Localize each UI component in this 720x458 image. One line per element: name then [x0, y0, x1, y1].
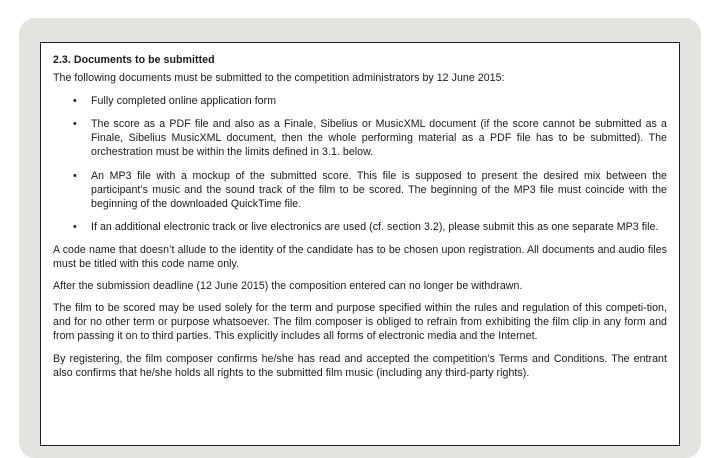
list-item — [53, 169, 667, 211]
code-name-paragraph: A code name that doesn’t allude to the identity of the candidate has to be chosen upon registration. All documents and audio files must be titled with this code name only. — [53, 243, 667, 271]
list-item-text: An MP3 file with a mockup of the submitted score. This file is supposed to present the desired mix between the participant’s music and the sound track of the film to be scored. The beginning of the MP3 file must coincide with the beginning of the downloaded QuickTime file. — [91, 169, 667, 210]
list-item — [53, 94, 667, 108]
intro-text: The following documents must be submitted to the competition administrators by 12 June 2015: — [53, 72, 505, 85]
bullet-icon: • — [73, 220, 77, 233]
document-panel — [40, 42, 680, 446]
bullet-icon: • — [73, 95, 77, 108]
bullet-icon: • — [73, 118, 77, 131]
film-usage-paragraph: The film to be scored may be used solely for the term and purpose specified within the rules and regulation of this competi-tion, and for no other term or purpose whatsoever. The film composer is obliged to refrain from exhibiting the film clip in any form and from passing it on to third parties. This explicitly includes all forms of electronic media and the Internet. — [53, 302, 667, 343]
deadline-paragraph: After the submission deadline (12 June 2015) the composition entered can no longer be withdrawn. — [53, 280, 523, 293]
outer-frame — [19, 18, 701, 458]
list-item-text: Fully completed online application form — [91, 95, 277, 108]
bullet-icon: • — [73, 169, 77, 182]
section-heading: 2.3. Documents to be submitted — [53, 54, 215, 66]
list-item-text: If an additional electronic track or live electronics are used (cf. section 3.2), please submit this as one separate MP3 file. — [91, 220, 659, 233]
list-item — [53, 220, 667, 234]
document-list — [53, 94, 667, 234]
list-item — [53, 117, 667, 159]
registration-paragraph: By registering, the film composer confirms he/she has read and accepted the competition’s Terms and Conditions. The entrant also confirms that he/she holds all rights to the submitted film music (including any third-party rights). — [53, 352, 667, 379]
list-item-text: The score as a PDF file and also as a Finale, Sibelius or MusicXML document (if the score cannot be submitted as a Finale, Sibelius MusicXML document, then the whole performing material as a PDF file has to be submitted). The orchestration must be within the limits defined in 3.1. below. — [91, 118, 667, 159]
